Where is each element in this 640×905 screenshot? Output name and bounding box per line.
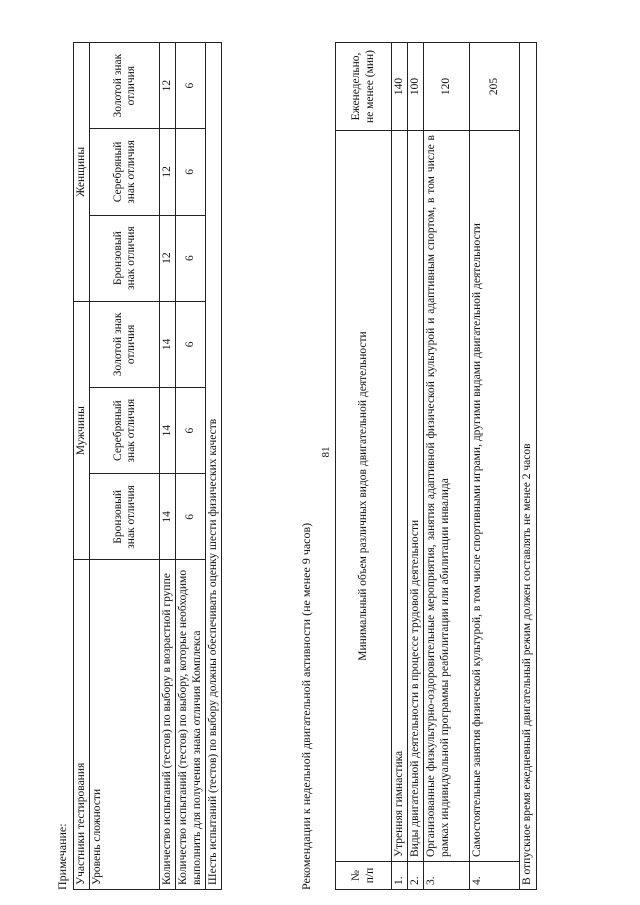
activity-table <box>335 42 537 890</box>
table-cell: 14 <box>160 301 176 387</box>
recommendations-title: Рекомендации к недельной двигательной активности (не менее 9 часов) <box>299 522 313 890</box>
header-weekly: Еженедельно, не менее (мин) <box>336 43 392 131</box>
row-minutes: 205 <box>470 43 520 131</box>
row-num: 1. <box>392 862 408 890</box>
table2-footnote: В отпускное время ежедневный двигательный режим должен составлять не менее 2 часов <box>520 43 536 890</box>
badge-bronze-men: Бронзовый знак отличия <box>90 474 160 560</box>
row-text: Утренняя гимнастика <box>392 131 408 862</box>
note-label: Примечание: <box>55 823 69 890</box>
badge-silver-men: Серебряный знак отличия <box>90 388 160 474</box>
row-minutes: 140 <box>392 43 408 131</box>
badge-silver-women: Серебряный знак отличия <box>90 129 160 215</box>
table-cell: 6 <box>176 215 205 301</box>
table-cell: 14 <box>160 388 176 474</box>
rotated-page-content <box>55 30 640 890</box>
row-tests-label: Количество испытаний (тестов) по выбору в возрастной группе <box>160 560 176 890</box>
header-num: № п/п <box>336 862 392 890</box>
table-cell: 6 <box>176 129 205 215</box>
badge-bronze-women: Бронзовый знак отличия <box>90 215 160 301</box>
table-cell: 12 <box>160 43 176 129</box>
table-cell: 6 <box>176 474 205 560</box>
table-cell: 12 <box>160 129 176 215</box>
table-cell: 12 <box>160 215 176 301</box>
table1-footnote: Шесть испытаний (тестов) по выбору должны обеспечивать оценку шести физических качеств <box>205 43 221 890</box>
row-text: Самостоятельные занятия физической культурой, в том числе спортивными играми, другими видами двигательной деятельности <box>470 131 520 862</box>
row-text: Виды двигательной деятельности в процессе трудовой деятельности <box>408 131 424 862</box>
row-num: 2. <box>408 862 424 890</box>
table-cell: 6 <box>176 388 205 474</box>
header-women: Женщины <box>74 43 90 302</box>
row-minutes: 120 <box>424 43 470 131</box>
row-text: Организованные физкультурно-оздоровительные мероприятия, занятия адаптивной физической культурой и адаптивным спортом, в том числе в рамках индивидуальной программы реабилитации или абилитации инвалида <box>424 131 470 862</box>
table-cell: 6 <box>176 301 205 387</box>
table-cell: 6 <box>176 43 205 129</box>
row-difficulty-label: Уровень сложности <box>90 560 160 890</box>
badge-gold-men: Золотой знак отличия <box>90 301 160 387</box>
row-required-label: Количество испытаний (тестов) по выбору, которые необходимо выполнить для получения знака отличия Комплекса <box>176 560 205 890</box>
row-minutes: 100 <box>408 43 424 131</box>
header-men: Мужчины <box>74 301 90 560</box>
header-activity: Минимальный объем различных видов двигательной деятельности <box>336 131 392 862</box>
row-num: 3. <box>424 862 470 890</box>
header-participants: Участники тестирования <box>74 560 90 890</box>
badge-gold-women: Золотой знак отличия <box>90 43 160 129</box>
page-number: 81 <box>320 446 332 458</box>
row-num: 4. <box>470 862 520 890</box>
testing-table <box>73 42 222 890</box>
table-cell: 14 <box>160 474 176 560</box>
